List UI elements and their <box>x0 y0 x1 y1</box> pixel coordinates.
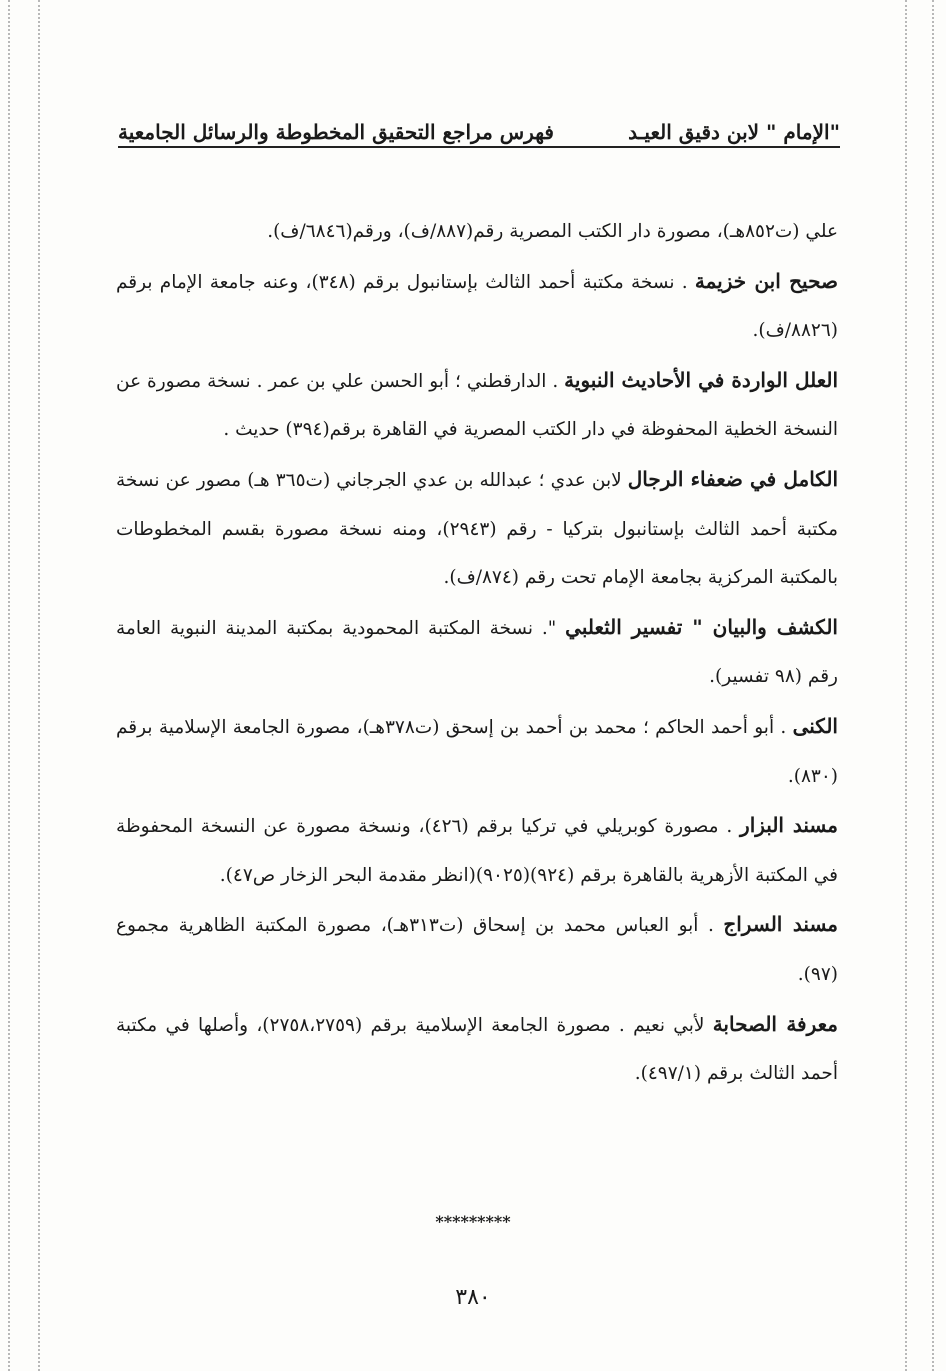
entry <box>116 900 838 999</box>
entry-text: . نسخة مكتبة أحمد الثالث بإستانبول برقم (٣٤٨)، وعنه جامعة الإمام برقم (٨٨٢٦/ف). <box>116 271 838 342</box>
entry-title: الكشف والبيان " تفسير الثعلبي <box>565 614 838 639</box>
header-book-title: "الإمام " لابن دقيق العيـد <box>628 120 840 144</box>
entry-text: . مصورة كوبريلي في تركيا برقم (٤٢٦)، ونسخة مصورة عن النسخة المحفوظة في المكتبة الأزهرية بالقاهرة برقم (٩٢٤)(٩٠٢٥)(انظر مقدمة البحر الزخار ص٤٧). <box>116 816 838 886</box>
entry-text: . الدارقطني ؛ أبو الحسن علي بن عمر . نسخة مصورة عن النسخة الخطية المحفوظة في دار الكتب المصرية في القاهرة برقم(٣٩٤) حديث . <box>116 370 838 441</box>
entry-text: . أبو العباس محمد بن إسحاق (ت٣١٣هـ)، مصورة المكتبة الظاهرية مجموع (٩٧). <box>116 915 838 985</box>
page-number: ٣٨٠ <box>455 1285 491 1310</box>
header-rule <box>118 146 840 148</box>
entry-text: ". نسخة المكتبة المحمودية بمكتبة المدينة النبوية العامة رقم (٩٨ تفسير). <box>116 617 838 688</box>
entry <box>116 702 838 801</box>
entry-text: . أبو أحمد الحاكم ؛ محمد بن أحمد بن إسحق (ت٣٧٨هـ)، مصورة الجامعة الإسلامية برقم (٨٣٠). <box>116 716 838 787</box>
entry-title: الكامل في ضعفاء الرجال <box>627 466 838 491</box>
entry-title: الكنى <box>792 713 838 738</box>
margin-dots-right-outer <box>932 0 934 1371</box>
entry-text: علي (ت٨٥٢هـ)، مصورة دار الكتب المصرية رقم(٨٨٧/ف)، ورقم(٦٨٤٦/ف). <box>267 221 838 242</box>
margin-dots-left-inner <box>38 0 40 1371</box>
entry <box>116 356 838 455</box>
entry-title: مسند السراج <box>723 912 839 937</box>
running-header <box>118 104 840 144</box>
entry-text: لابن عدي ؛ عبدالله بن عدي الجرجاني (ت٣٦٥ هـ) مصور عن نسخة مكتبة أحمد الثالث بإستانبول بتركيا - رقم (٢٩٤٣)، ومنه نسخة مصورة بقسم المخطوطات بالمكتبة المركزية بجامعة الإمام تحت رقم (٨٧٤/ف). <box>116 469 838 589</box>
header-section-title: فهرس مراجع التحقيق المخطوطة والرسائل الجامعية <box>118 120 554 144</box>
entry <box>116 603 838 702</box>
entry <box>116 257 838 356</box>
section-separator: ********* <box>435 1212 511 1231</box>
margin-dots-right-inner <box>905 0 907 1371</box>
page-body <box>116 206 838 1099</box>
entry-title: العلل الواردة في الأحاديث النبوية <box>564 367 839 392</box>
entry <box>116 801 838 900</box>
entry <box>116 455 838 603</box>
margin-dots-left-outer <box>8 0 10 1371</box>
entry <box>116 1000 838 1099</box>
entry <box>116 206 838 257</box>
entry-title: صحيح ابن خزيمة <box>694 268 838 293</box>
entry-title: مسند البزار <box>740 813 838 838</box>
entry-text: لأبي نعيم . مصورة الجامعة الإسلامية برقم (٢٧٥٨،٢٧٥٩)، وأصلها في مكتبة أحمد الثالث برقم (٤٩٧/١). <box>116 1014 838 1085</box>
entry-title: معرفة الصحابة <box>712 1011 838 1036</box>
